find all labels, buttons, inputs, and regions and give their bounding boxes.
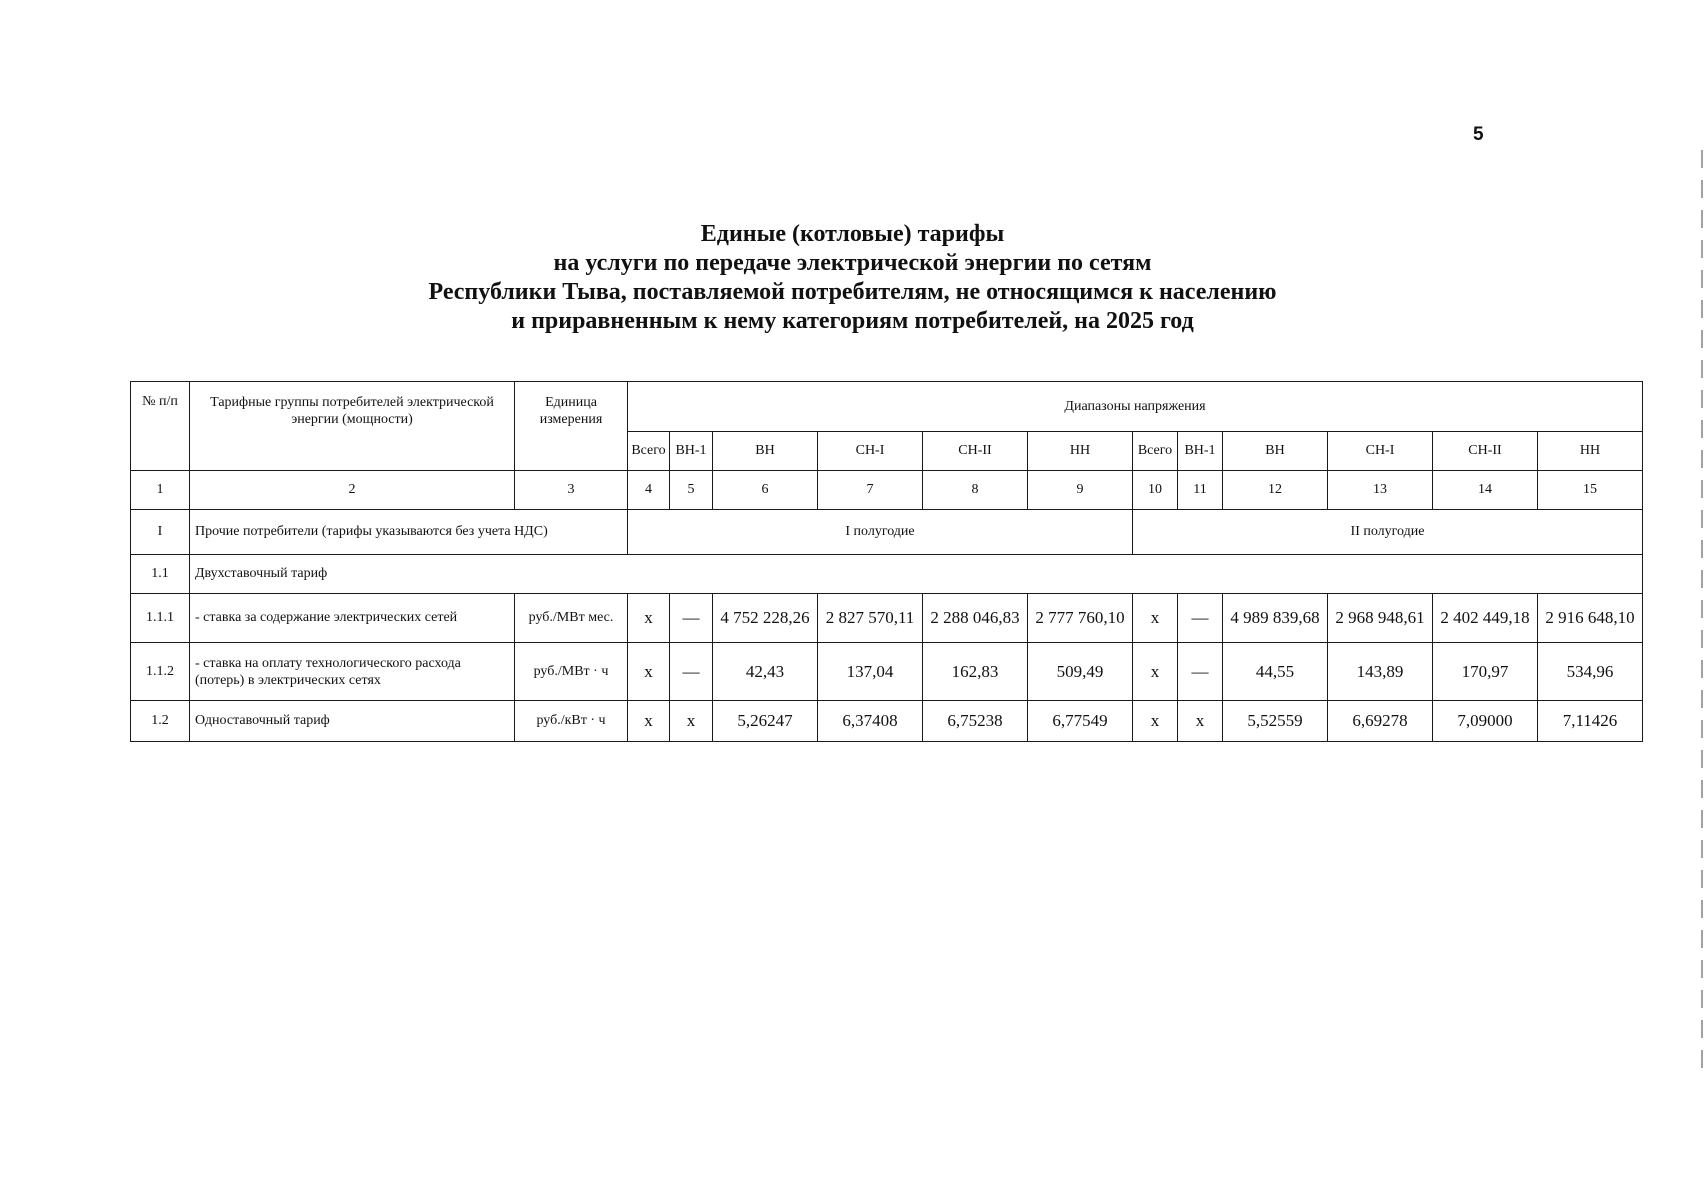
row-value: — xyxy=(670,594,713,643)
page-number: 5 xyxy=(1473,124,1484,145)
header-voltage-level: СН-II xyxy=(923,432,1028,471)
row-value: 2 402 449,18 xyxy=(1433,594,1538,643)
scan-edge-artifact xyxy=(1701,150,1703,1070)
row-value: — xyxy=(670,643,713,701)
row-unit: руб./МВт · ч xyxy=(515,643,628,701)
section-half-2: II полугодие xyxy=(1133,510,1643,555)
header-groups: Тарифные группы потребителей электрической энергии (мощности) xyxy=(190,382,515,471)
row-value: x xyxy=(1133,643,1178,701)
row-value: 5,52559 xyxy=(1223,701,1328,742)
row-value: 2 916 648,10 xyxy=(1538,594,1643,643)
section-label: Прочие потребители (тарифы указываются без учета НДС) xyxy=(190,510,628,555)
column-index: 14 xyxy=(1433,471,1538,510)
header-voltage-level: Всего xyxy=(628,432,670,471)
row-value: 6,77549 xyxy=(1028,701,1133,742)
row-label: - ставка на оплату технологического расхода (потерь) в электрических сетях xyxy=(190,643,515,701)
header-voltage-level: ВН-1 xyxy=(1178,432,1223,471)
row-value: 509,49 xyxy=(1028,643,1133,701)
column-index: 10 xyxy=(1133,471,1178,510)
table-row xyxy=(131,594,1643,643)
row-value: 6,37408 xyxy=(818,701,923,742)
row-value: x xyxy=(1133,594,1178,643)
column-index: 4 xyxy=(628,471,670,510)
row-value: x xyxy=(1133,701,1178,742)
row-label: - ставка за содержание электрических сетей xyxy=(190,594,515,643)
subsection-num: 1.1 xyxy=(131,555,190,594)
section-half-1: I полугодие xyxy=(628,510,1133,555)
row-value: x xyxy=(628,701,670,742)
row-value: 6,75238 xyxy=(923,701,1028,742)
row-value: 2 827 570,11 xyxy=(818,594,923,643)
column-index: 7 xyxy=(818,471,923,510)
header-voltage-level: ВН-1 xyxy=(670,432,713,471)
row-value: 4 752 228,26 xyxy=(713,594,818,643)
column-index: 1 xyxy=(131,471,190,510)
column-index: 8 xyxy=(923,471,1028,510)
row-value: 4 989 839,68 xyxy=(1223,594,1328,643)
column-index: 11 xyxy=(1178,471,1223,510)
section-row xyxy=(131,510,1643,555)
header-voltage-level: НН xyxy=(1538,432,1643,471)
row-value: 5,26247 xyxy=(713,701,818,742)
column-index: 12 xyxy=(1223,471,1328,510)
row-num: 1.2 xyxy=(131,701,190,742)
row-value: x xyxy=(628,643,670,701)
header-voltage-level: ВН xyxy=(713,432,818,471)
title-line: Единые (котловые) тарифы xyxy=(700,221,1005,247)
header-voltage-level: НН xyxy=(1028,432,1133,471)
row-value: 534,96 xyxy=(1538,643,1643,701)
row-value: 137,04 xyxy=(818,643,923,701)
row-value: — xyxy=(1178,594,1223,643)
row-value: — xyxy=(1178,643,1223,701)
row-value: 170,97 xyxy=(1433,643,1538,701)
row-value: 7,09000 xyxy=(1433,701,1538,742)
section-num: I xyxy=(131,510,190,555)
row-value: 6,69278 xyxy=(1328,701,1433,742)
column-index: 13 xyxy=(1328,471,1433,510)
table-row xyxy=(131,643,1643,701)
header-voltage-level: Всего xyxy=(1133,432,1178,471)
row-value: x xyxy=(670,701,713,742)
column-index: 3 xyxy=(515,471,628,510)
title-line: и приравненным к нему категориям потребителей, на 2025 год xyxy=(511,308,1194,334)
row-num: 1.1.2 xyxy=(131,643,190,701)
column-index: 15 xyxy=(1538,471,1643,510)
row-value: 2 968 948,61 xyxy=(1328,594,1433,643)
row-value: 42,43 xyxy=(713,643,818,701)
row-value: 162,83 xyxy=(923,643,1028,701)
header-voltage-level: ВН xyxy=(1223,432,1328,471)
header-row xyxy=(131,382,1643,432)
row-value: x xyxy=(1178,701,1223,742)
row-value: 7,11426 xyxy=(1538,701,1643,742)
subsection-row xyxy=(131,555,1643,594)
title-line: на услуги по передаче электрической энергии по сетям xyxy=(553,250,1152,276)
header-voltage-level: СН-II xyxy=(1433,432,1538,471)
tariff-table xyxy=(130,381,1643,742)
column-index-row xyxy=(131,471,1643,510)
column-index: 9 xyxy=(1028,471,1133,510)
title-line: Республики Тыва, поставляемой потребителям, не относящимся к населению xyxy=(428,279,1277,305)
row-value: 143,89 xyxy=(1328,643,1433,701)
row-label: Одноставочный тариф xyxy=(190,701,515,742)
row-value: 2 777 760,10 xyxy=(1028,594,1133,643)
row-value: 2 288 046,83 xyxy=(923,594,1028,643)
row-num: 1.1.1 xyxy=(131,594,190,643)
column-index: 2 xyxy=(190,471,515,510)
row-value: x xyxy=(628,594,670,643)
header-num: № п/п xyxy=(131,382,190,471)
header-unit: Единица измерения xyxy=(515,382,628,471)
header-voltage-ranges: Диапазоны напряжения xyxy=(628,382,1643,432)
row-unit: руб./кВт · ч xyxy=(515,701,628,742)
subsection-label: Двухставочный тариф xyxy=(190,555,1643,594)
header-voltage-level: СН-I xyxy=(1328,432,1433,471)
row-value: 44,55 xyxy=(1223,643,1328,701)
column-index: 6 xyxy=(713,471,818,510)
header-voltage-level: СН-I xyxy=(818,432,923,471)
row-unit: руб./МВт мес. xyxy=(515,594,628,643)
document-title xyxy=(0,220,1705,336)
table-row xyxy=(131,701,1643,742)
column-index: 5 xyxy=(670,471,713,510)
